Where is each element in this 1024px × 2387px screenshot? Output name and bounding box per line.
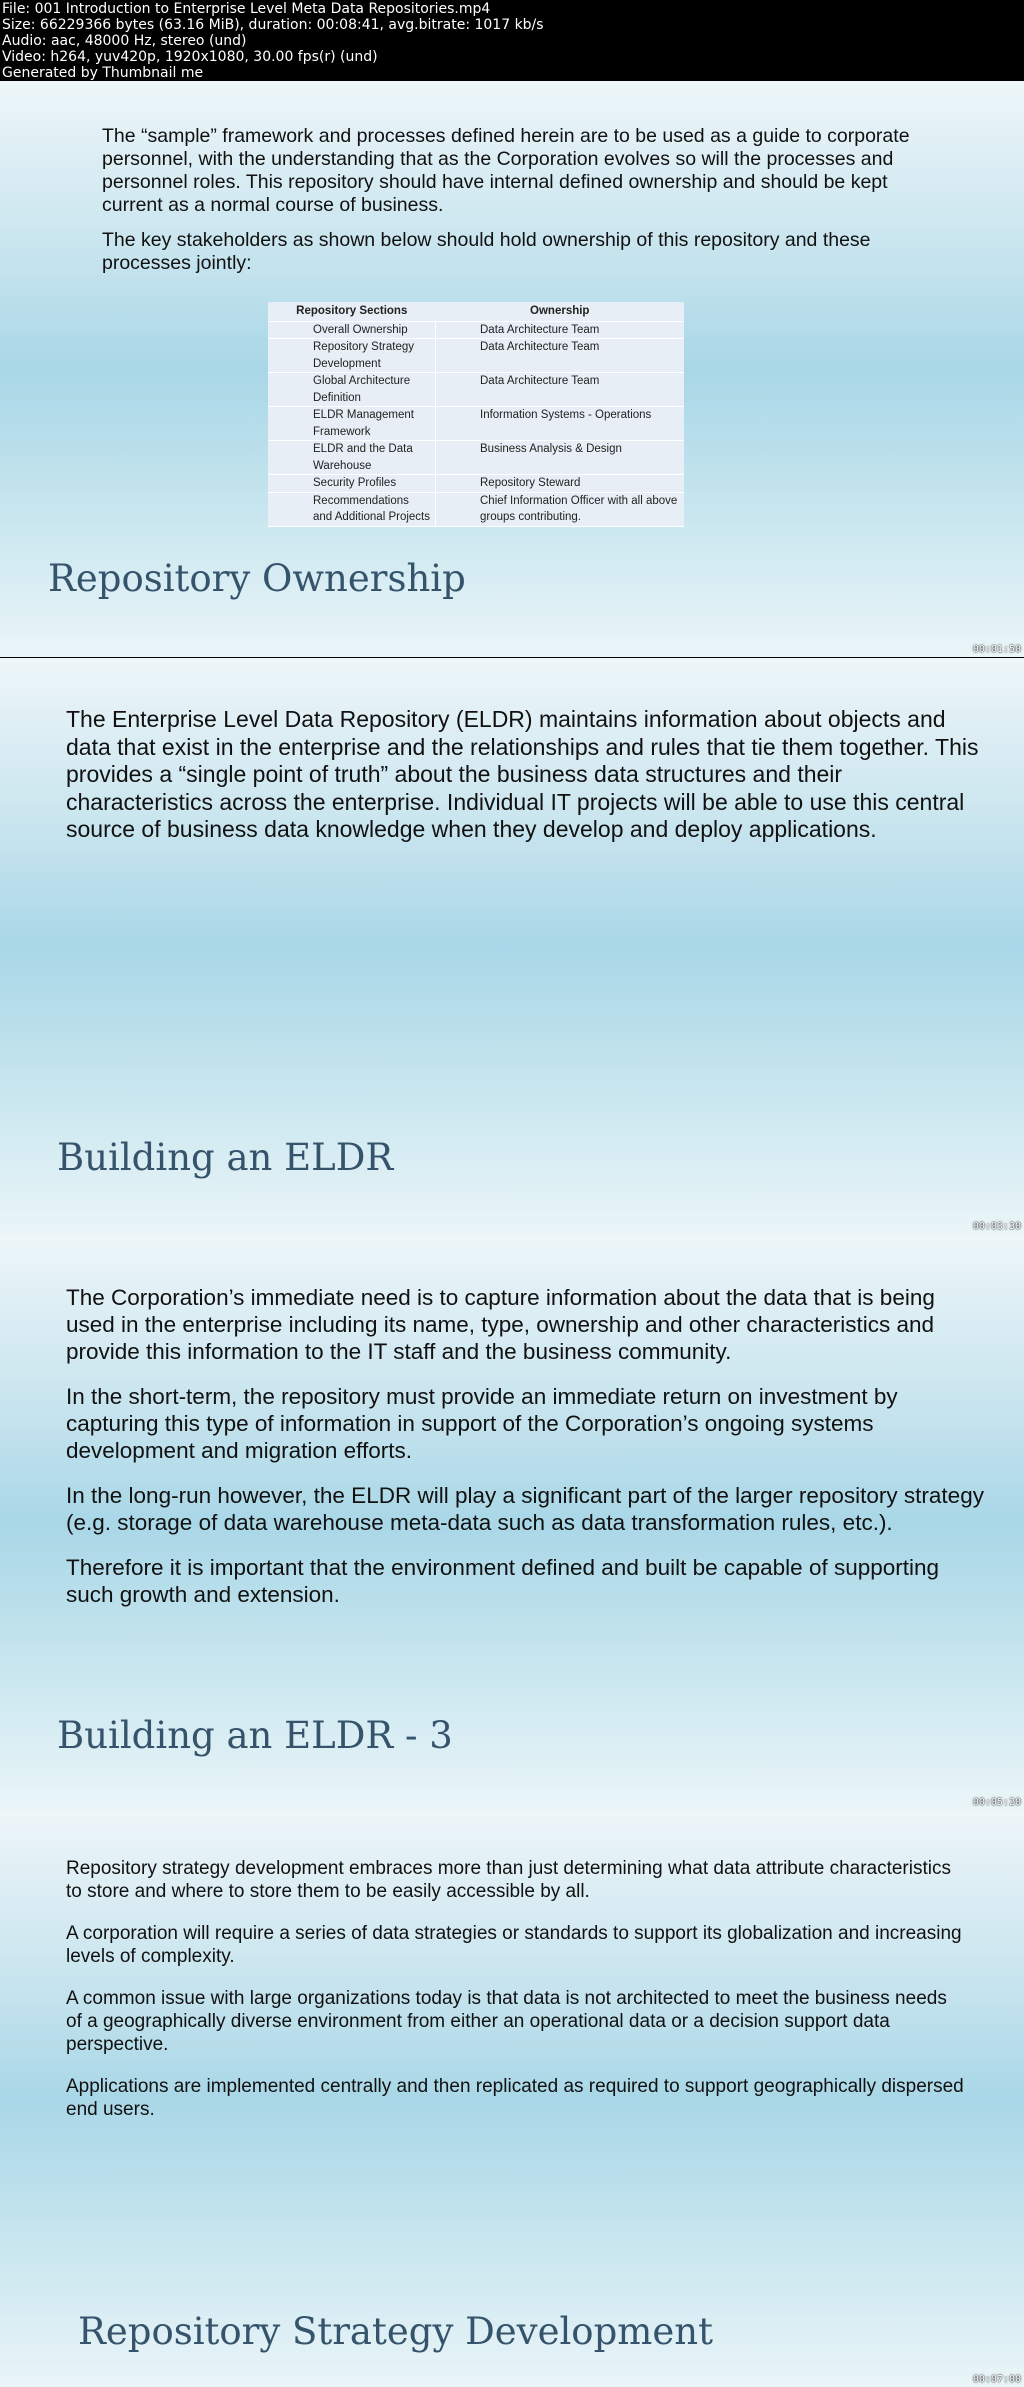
frame-timestamp: 00:05:20 [972,1797,1021,1808]
frame-timestamp: 00:01:50 [972,644,1021,655]
file-info-line: Size: 66229366 bytes (63.16 MiB), duration: 00:08:41, avg.bitrate: 1017 kb/s [2,17,544,33]
table-row [268,475,684,493]
table-cell: Business Analysis & Design [436,441,685,475]
slide-body [102,125,932,287]
slide-body [66,1857,966,2140]
slide-paragraph: In the short-term, the repository must provide an immediate return on investment by capturing this type of information in support of the Corporation’s ongoing systems development and migration efforts. [66,1384,898,1463]
table-header-row [268,302,684,321]
table-cell: Global Architecture Definition [268,373,436,407]
slide-paragraph: Therefore it is important that the environment defined and built be capable of supporting such growth and extension. [66,1555,940,1607]
video-frame-4 [0,1810,1024,2387]
slide-paragraph: In the long-run however, the ELDR will play a significant part of the larger repository strategy (e.g. storage of data warehouse meta-data such as data transformation rules, etc.). [66,1483,984,1535]
table-cell: Overall Ownership [268,321,436,339]
slide-paragraph: A corporation will require a series of data strategies or standards to support its globalization and increasing levels of complexity. [66,1923,962,1967]
slide-paragraph: The “sample” framework and processes defined herein are to be used as a guide to corporate personnel, with the understanding that as the Corporation evolves so will the processes and personnel roles. This repository should have internal defined ownership and should be kept current as a normal course of business. [102,125,910,216]
table-cell: Security Profiles [268,475,436,493]
table-header: Ownership [436,302,685,321]
file-info-line: Audio: aac, 48000 Hz, stereo (und) [2,33,247,49]
slide-paragraph: The key stakeholders as shown below should hold ownership of this repository and these processes jointly: [102,229,871,274]
video-frame-2 [0,658,1024,1234]
slide-paragraph: The Enterprise Level Data Repository (ELDR) maintains information about objects and data that exist in the enterprise and the relationships and rules that tie them together. This provides a “single point of truth” about the business data structures and their characteristics across the enterprise. Individual IT projects will be able to use this central source of business data knowledge when they develop and deploy applications. [66,706,979,842]
table-row [268,441,684,475]
slide-title: Repository Ownership [48,557,466,600]
slide-title: Building an ELDR [57,1136,394,1179]
slide-paragraph: Applications are implemented centrally and then replicated as required to support geographically dispersed end users. [66,2076,964,2120]
table-cell: ELDR and the Data Warehouse [268,441,436,475]
slide-title: Repository Strategy Development [78,2310,713,2353]
slide-title: Building an ELDR - 3 [57,1714,453,1757]
table-row [268,339,684,373]
file-info-line: Video: h264, yuv420p, 1920x1080, 30.00 fps(r) (und) [2,49,378,65]
table-cell: Chief Information Officer with all above groups contributing. [436,492,685,526]
table-cell: ELDR Management Framework [268,407,436,441]
table-cell: Information Systems - Operations [436,407,685,441]
table-row [268,373,684,407]
table-row [268,407,684,441]
table-cell: Data Architecture Team [436,339,685,373]
table-cell: Data Architecture Team [436,373,685,407]
slide-paragraph: Repository strategy development embraces more than just determining what data attribute characteristics to store and where to store them to be easily accessible by all. [66,1858,951,1902]
table-row [268,492,684,526]
frame-timestamp: 00:07:00 [972,2374,1021,2385]
ownership-table [268,302,684,527]
slide-paragraph: A common issue with large organizations today is that data is not architected to meet the business needs of a geographically diverse environment from either an operational data or a decision support data perspective. [66,1988,947,2055]
file-info-header [0,0,1024,81]
video-frame-3 [0,1234,1024,1810]
file-info-line: Generated by Thumbnail me [2,65,204,81]
slide-body [66,1284,986,1626]
video-frame-1 [0,81,1024,657]
frame-timestamp: 00:03:30 [972,1221,1021,1232]
file-info-line: File: 001 Introduction to Enterprise Level Meta Data Repositories.mp4 [2,1,491,17]
table-cell: Repository Strategy Development [268,339,436,373]
table-cell: Recommendations and Additional Projects [268,492,436,526]
table-header: Repository Sections [268,302,436,321]
slide-body [66,706,986,856]
table-row [268,321,684,339]
table-cell: Repository Steward [436,475,685,493]
table-cell: Data Architecture Team [436,321,685,339]
slide-paragraph: The Corporation’s immediate need is to capture information about the data that is being used in the enterprise including its name, type, ownership and other characteristics and provide this information to the IT staff and the business community. [66,1285,935,1364]
